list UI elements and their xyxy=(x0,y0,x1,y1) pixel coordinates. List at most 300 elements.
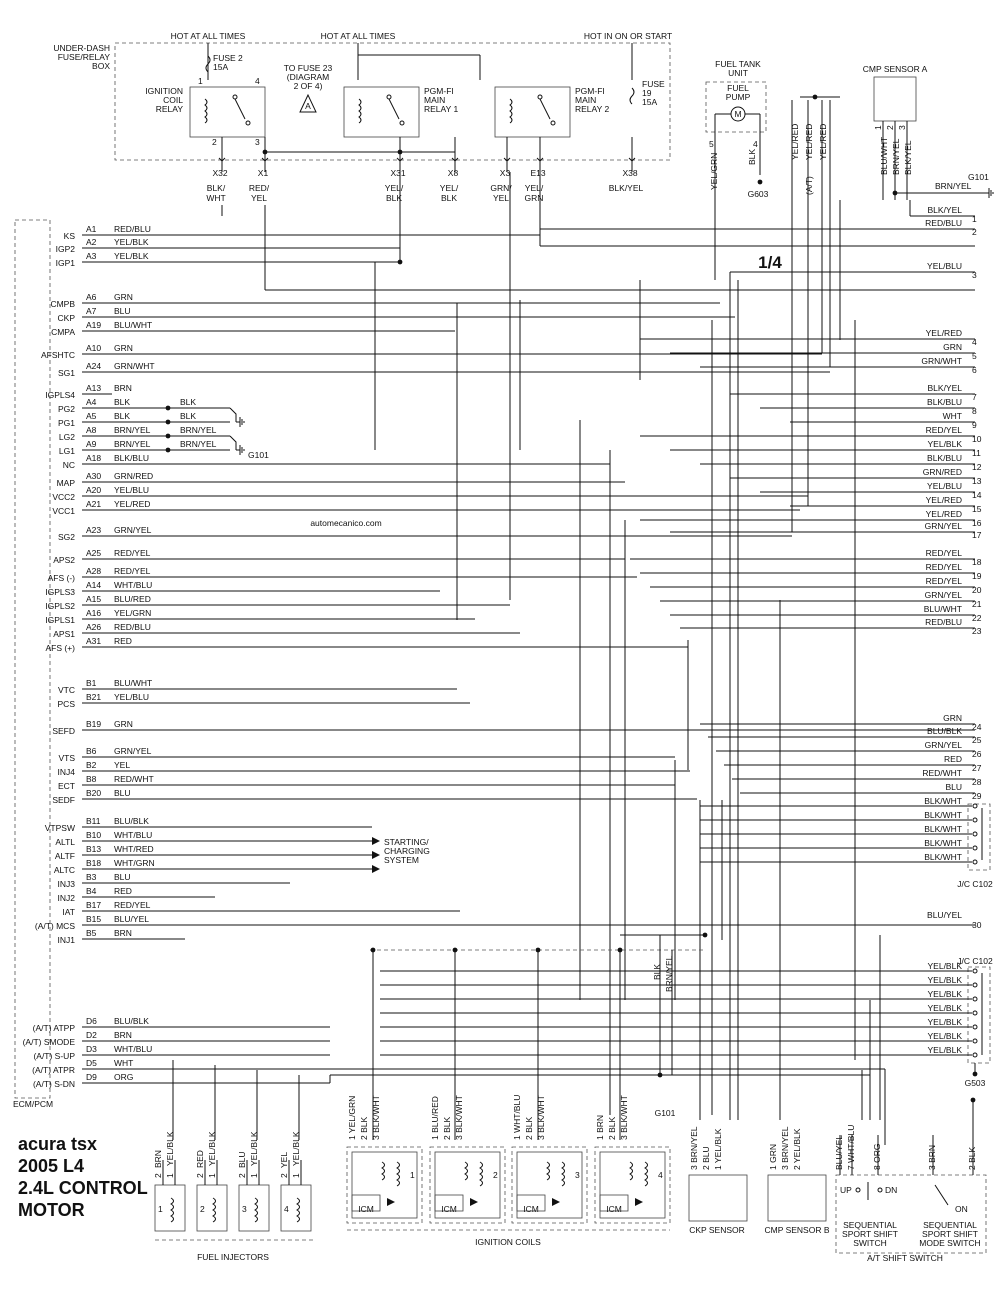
connector-wire-color: BLK/YEL xyxy=(608,183,644,193)
fuel-tank-label: UNIT xyxy=(728,68,748,78)
pgm-fi-main-relay-2-terminal-a xyxy=(538,95,542,99)
output-number: 24 xyxy=(972,722,982,732)
ecm-wire-color: BLU/BLK xyxy=(114,816,149,826)
ecm-pin-name: ALTL xyxy=(55,837,75,847)
ecm-pin-id: A14 xyxy=(86,580,102,590)
to-fuse23-label: TO FUSE 23 xyxy=(283,63,333,73)
ecm-pin-id: B4 xyxy=(86,886,97,896)
arrow-head xyxy=(372,837,380,845)
ecm-wire-color: BRN/YEL xyxy=(114,425,151,435)
ecm-pin-id: B3 xyxy=(86,872,97,882)
ecm-pin-id: D6 xyxy=(86,1016,97,1026)
jc-wire-color: BLK/WHT xyxy=(924,796,962,806)
output-wire-color: BLK/BLU xyxy=(927,453,962,463)
ecm-pin-name: PG1 xyxy=(57,418,75,428)
output-number: 2 xyxy=(972,227,977,237)
fuse2-amp: 15A xyxy=(213,62,229,72)
yelred-label: YEL/RED xyxy=(818,123,828,160)
ecm-pin-id: A10 xyxy=(86,343,102,353)
output-wire-color: GRN xyxy=(943,342,962,352)
output-wire-color: YEL/BLK xyxy=(927,439,962,449)
ecm-pin-name: VCC1 xyxy=(52,506,75,516)
ecm-pin-name: (A/T) ATPP xyxy=(32,1023,75,1033)
ecm-pin-name: CKP xyxy=(57,313,75,323)
pgm-fi-main-relay-1-terminal-a xyxy=(387,95,391,99)
coil-wire: 1 WHT/BLU xyxy=(512,1094,522,1140)
splice-dot xyxy=(658,1073,663,1078)
ecm-pin-name: PG2 xyxy=(57,404,75,414)
coil-primary xyxy=(547,1162,550,1180)
ground-label: G503 xyxy=(964,1078,986,1088)
ecm-pin-name: INJ4 xyxy=(57,767,75,777)
output-number: 13 xyxy=(972,476,982,486)
coil-secondary xyxy=(480,1162,483,1186)
coil-wire: 3 BLK/WHT xyxy=(454,1095,464,1140)
connector-wire-color: YEL xyxy=(492,193,510,203)
output-number: 30 xyxy=(972,920,982,930)
ckp-wire: 3 BRN/YEL xyxy=(689,1126,699,1170)
mode-switch-arm xyxy=(935,1185,948,1205)
jc-wire-color: YEL/BLK xyxy=(927,1003,962,1013)
injector-coil xyxy=(213,1198,216,1222)
watermark: automecanico.com xyxy=(310,518,382,528)
output-wire-color: YEL/RED xyxy=(925,509,962,519)
seq-mode-label: MODE SWITCH xyxy=(919,1238,981,1248)
jc-wire-color: YEL/BLK xyxy=(927,989,962,999)
pump-wire-color: BLK xyxy=(747,148,757,165)
at-switch-label: A/T SHIFT SWITCH xyxy=(867,1253,943,1263)
hot-label-3: HOT IN ON OR START xyxy=(583,31,673,41)
cmp-sensor-a-box xyxy=(874,77,916,121)
pgm-fi-main-relay-2-coil xyxy=(510,99,512,123)
output-number: 29 xyxy=(972,791,982,801)
connector-wire-color: RED/ xyxy=(248,183,270,193)
output-number: 6 xyxy=(972,365,977,375)
splice-dot xyxy=(971,1098,976,1103)
cmp-a-wire: BLK/YEL xyxy=(903,140,913,175)
ecm-wire-color: YEL/GRN xyxy=(114,608,152,618)
motor-letter: M xyxy=(734,109,742,119)
fuse19-label: 15A xyxy=(642,97,658,107)
ecm-wire-color: WHT/BLU xyxy=(114,830,153,840)
coil-wire: 3 BLK/WHT xyxy=(371,1095,381,1140)
jc-terminal xyxy=(973,997,977,1001)
ecm-pin-name: (A/T) S-DN xyxy=(32,1079,75,1089)
jc-terminal xyxy=(973,818,977,822)
coil-wire: 3 BLK/WHT xyxy=(536,1095,546,1140)
fuel-tank-label: FUEL TANK xyxy=(715,59,761,69)
fuse19-symbol xyxy=(630,88,634,104)
ecm-pin-id: B6 xyxy=(86,746,97,756)
output-wire-color: GRN/YEL xyxy=(924,521,962,531)
ecm-pin-name: MAP xyxy=(56,478,75,488)
connector-wire-color: YEL xyxy=(250,193,268,203)
fuse19-label: 19 xyxy=(642,88,652,98)
injector-pin: 1 xyxy=(207,1173,217,1178)
output-number: 28 xyxy=(972,777,982,787)
injector-pin: 2 xyxy=(279,1173,289,1178)
yelred-label: YEL/RED xyxy=(790,123,800,160)
connector-wire-color: BLK xyxy=(385,193,403,203)
ground-label: G603 xyxy=(747,189,769,199)
jc-wire-color: YEL/BLK xyxy=(927,1017,962,1027)
at-wire: 7 WHT/BLU xyxy=(846,1124,856,1170)
injector-wire: YEL/BLK xyxy=(207,1131,217,1166)
ecm-pin-name: LG2 xyxy=(58,432,75,442)
injector-pin: 2 xyxy=(237,1173,247,1178)
at-wire: BLU/YEL xyxy=(834,1135,844,1170)
ecm-pin-id: B18 xyxy=(86,858,102,868)
ecm-wire-color: GRN/RED xyxy=(114,471,154,481)
output-number: 4 xyxy=(972,337,977,347)
splice-dot xyxy=(703,933,708,938)
ecm-pin-name: APS2 xyxy=(53,555,75,565)
main-relay2-label: PGM-FI xyxy=(575,86,605,96)
coil-primary xyxy=(465,1162,468,1180)
ecm-pin-id: B17 xyxy=(86,900,102,910)
jc-wire-color: BLK/WHT xyxy=(924,852,962,862)
switch-contact xyxy=(856,1188,860,1192)
output-number: 19 xyxy=(972,571,982,581)
ecm-wire-color: BRN xyxy=(114,383,132,393)
ecm-pin-name: VTC xyxy=(58,685,75,695)
ecm-pin-name: AFS (-) xyxy=(47,573,75,583)
at-dn: DN xyxy=(885,1185,898,1195)
pgm-fi-main-relay-1-terminal-b xyxy=(400,121,404,125)
ecm-wire-color: BLK xyxy=(114,397,131,407)
ckp-sensor-box xyxy=(689,1175,747,1221)
icm-label: ICM xyxy=(606,1204,622,1214)
output-number: 9 xyxy=(972,420,977,430)
ecm-pin-id: A28 xyxy=(86,566,102,576)
coil-wire: 2 BLK xyxy=(524,1116,534,1140)
ecm-pin-name: VTS xyxy=(58,753,75,763)
ecm-wire-color: YEL/BLK xyxy=(114,237,149,247)
ecm-pin-name: AFSHTC xyxy=(41,350,75,360)
pgm-fi-main-relay-2-box xyxy=(495,87,570,137)
output-wire-color: RED/BLU xyxy=(925,617,962,627)
connector-wire-color: YEL/ xyxy=(384,183,404,193)
ecm-pin-name: VTPSW xyxy=(44,823,75,833)
ground-merge xyxy=(230,436,236,450)
icm-diode xyxy=(552,1198,560,1206)
ecm-wire-color: WHT/BLU xyxy=(114,580,153,590)
output-wire-color: GRN/WHT xyxy=(921,356,962,366)
ecm-wire-color: ORG xyxy=(114,1072,134,1082)
ecm-pin-id: B10 xyxy=(86,830,102,840)
coil-primary xyxy=(382,1162,385,1180)
output-number: 27 xyxy=(972,763,982,773)
jc-terminal xyxy=(973,1039,977,1043)
output-wire-color: YEL/RED xyxy=(925,495,962,505)
ecm-pin-id: D3 xyxy=(86,1044,97,1054)
cmp-a-wire: BRN/YEL xyxy=(891,138,901,175)
ecm-pin-id: A24 xyxy=(86,361,102,371)
ecm-pin-name: (A/T) S-UP xyxy=(33,1051,75,1061)
output-wire-color: BLU/YEL xyxy=(927,910,962,920)
ecm-wire-color: GRN xyxy=(114,719,133,729)
ecm-wire-color: BRN xyxy=(114,1030,132,1040)
ecm-wire-color: BLU/RED xyxy=(114,594,151,604)
coils-label: IGNITION COILS xyxy=(475,1237,541,1247)
ecm-pin-name: IGP1 xyxy=(55,258,75,268)
fuel-pump-label: FUEL xyxy=(727,83,749,93)
ecm-wire-color: WHT/GRN xyxy=(114,858,155,868)
pgm-fi-main-relay-1-contact xyxy=(389,99,399,119)
ecm-pin-name: (A/T) MCS xyxy=(34,921,75,931)
output-wire-color: RED xyxy=(944,754,962,764)
jc-terminal xyxy=(973,1011,977,1015)
ecm-pin-name: SEFD xyxy=(52,726,75,736)
at-on: ON xyxy=(955,1204,968,1214)
output-wire-color: GRN xyxy=(943,713,962,723)
ecm-pin-id: A23 xyxy=(86,525,102,535)
ckp-wire: 1 YEL/BLK xyxy=(713,1128,723,1170)
ecm-pin-name: IGP2 xyxy=(55,244,75,254)
connector-wire-color: YEL/ xyxy=(439,183,459,193)
cmp-b-wire: 1 GRN xyxy=(768,1144,778,1170)
ecm-pin-id: B11 xyxy=(86,816,101,826)
injector-pin: 2 xyxy=(195,1173,205,1178)
icm-label: ICM xyxy=(358,1204,374,1214)
ecm-pin-id: B15 xyxy=(86,914,102,924)
jc-wire-color: BLK/WHT xyxy=(924,838,962,848)
coil-primary xyxy=(630,1162,633,1180)
icm-label: ICM xyxy=(523,1204,539,1214)
output-number: 12 xyxy=(972,462,982,472)
ecm-wire-color: BLU/WHT xyxy=(114,678,153,688)
ecm-pin-name: INJ2 xyxy=(57,893,75,903)
output-wire-color: YEL/BLU xyxy=(927,261,962,271)
footer-title: 2.4L CONTROL xyxy=(18,1178,148,1198)
output-number: 15 xyxy=(972,504,982,514)
relay-pin: 1 xyxy=(198,76,203,86)
output-wire-color: GRN/RED xyxy=(922,467,962,477)
injector-coil xyxy=(255,1198,258,1222)
pump-pin: 4 xyxy=(753,139,758,149)
injector-wire: BLU xyxy=(237,1151,247,1168)
injectors-label: FUEL INJECTORS xyxy=(197,1252,269,1262)
ground-label: G101 xyxy=(654,1108,676,1118)
footer-title: acura tsx xyxy=(18,1134,98,1154)
ecm-wire-color: RED/BLU xyxy=(114,622,151,632)
injector-wire: YEL/BLK xyxy=(291,1131,301,1166)
ecm-pin-id: B19 xyxy=(86,719,102,729)
jc-wire-color: BLK/WHT xyxy=(924,824,962,834)
ground-label: G101 xyxy=(968,172,989,182)
yelred-label: YEL/RED xyxy=(804,123,814,160)
ecm-pin-name: IGPLS4 xyxy=(45,390,75,400)
ecm-pin-id: A16 xyxy=(86,608,102,618)
ecm-wire-color: YEL/BLU xyxy=(114,692,149,702)
jc102-upper-box xyxy=(968,804,990,870)
fuse-box-label: FUSE/RELAY xyxy=(57,52,110,62)
cmp-a-pin: 1 xyxy=(873,125,883,130)
at-wire: 3 BRN xyxy=(927,1144,937,1170)
injector-coil xyxy=(297,1198,300,1222)
main-relay1-label: PGM-FI xyxy=(424,86,454,96)
ckp-wire: 2 BLU xyxy=(701,1146,711,1170)
ecm-wire-color: WHT/RED xyxy=(114,844,154,854)
ecm-pin-name: IAT xyxy=(62,907,75,917)
ecm-pin-name: LG1 xyxy=(58,446,75,456)
cmp-sensor-a-label: CMP SENSOR A xyxy=(862,64,928,74)
output-number: 14 xyxy=(972,490,982,500)
ecm-pin-id: A25 xyxy=(86,548,102,558)
injector-wire: YEL/BLK xyxy=(249,1131,259,1166)
injector-wire: YEL/BLK xyxy=(165,1131,175,1166)
starting-charging-label: CHARGING xyxy=(384,846,430,856)
ecm-wire-color: RED xyxy=(114,886,132,896)
coil-number: 1 xyxy=(410,1170,415,1180)
at-up: UP xyxy=(840,1185,852,1195)
seq-mode-label: SEQUENTIAL xyxy=(923,1220,977,1230)
ignition-coil-relay-terminal-b xyxy=(246,121,250,125)
injector-wire: BRN xyxy=(153,1150,163,1168)
ecm-pin-name: ALTC xyxy=(53,865,75,875)
injector-wire: YEL xyxy=(279,1151,289,1168)
ecm-pin-id: A26 xyxy=(86,622,102,632)
jc-wire-color: BLK/WHT xyxy=(924,810,962,820)
switch-contact xyxy=(878,1188,882,1192)
output-wire-color: BLK/YEL xyxy=(927,205,962,215)
ecm-wire-color: WHT/BLU xyxy=(114,1044,153,1054)
coil-number: 3 xyxy=(575,1170,580,1180)
ecm-wire-color: RED/BLU xyxy=(114,224,151,234)
ecm-wire-color: BLU/WHT xyxy=(114,320,153,330)
seq-sport-label: SEQUENTIAL xyxy=(843,1220,897,1230)
ignition-coil-relay-terminal-a xyxy=(233,95,237,99)
ecm-wire-color: WHT xyxy=(114,1058,134,1068)
main-relay1-label: MAIN xyxy=(424,95,446,105)
ignition-relay-label: IGNITION xyxy=(145,86,183,96)
ecm-pin-name: IGPLS2 xyxy=(45,601,75,611)
ecm-pin-name: (A/T) SMODE xyxy=(22,1037,75,1047)
ecm-pin-id: A4 xyxy=(86,397,97,407)
ground-jumper-wire: BRN/YEL xyxy=(180,425,217,435)
ecm-wire-color: GRN xyxy=(114,343,133,353)
output-number: 3 xyxy=(972,270,977,280)
ecm-pin-name: INJ3 xyxy=(57,879,75,889)
arrow-head xyxy=(372,851,380,859)
coil-wire: 2 BLK xyxy=(442,1116,452,1140)
injector-wire: RED xyxy=(195,1150,205,1168)
output-wire-color: WHT xyxy=(942,411,962,421)
starting-charging-label: STARTING/ xyxy=(384,837,429,847)
splice-dot xyxy=(973,1072,978,1077)
ecm-pin-id: D9 xyxy=(86,1072,97,1082)
connector-id: X32 xyxy=(212,168,228,178)
connector-id: X3 xyxy=(499,168,511,178)
wire-color: BLK xyxy=(652,963,662,980)
ecm-wire-color: BLK/BLU xyxy=(114,453,149,463)
ecm-pin-id: B5 xyxy=(86,928,97,938)
output-number: 26 xyxy=(972,749,982,759)
jc-label: J/C C102 xyxy=(957,956,993,966)
output-number: 11 xyxy=(972,448,981,458)
ecm-pin-id: A20 xyxy=(86,485,102,495)
jc-terminal xyxy=(973,804,977,808)
output-number: 8 xyxy=(972,406,977,416)
ecm-pin-id: B13 xyxy=(86,844,102,854)
ecm-wire-color: BLU/YEL xyxy=(114,914,149,924)
connector-wire-color: WHT xyxy=(206,193,226,203)
injector-pin: 2 xyxy=(153,1173,163,1178)
ecm-pin-id: A1 xyxy=(86,224,97,234)
output-number: 1 xyxy=(972,214,977,224)
ecm-wire-color: GRN/YEL xyxy=(114,525,152,535)
splice-dot xyxy=(758,180,763,185)
jc-label: J/C C102 xyxy=(957,879,993,889)
ecm-wire-color: GRN/WHT xyxy=(114,361,155,371)
output-wire-color: BLU/WHT xyxy=(923,604,962,614)
fuse19-label: FUSE xyxy=(642,79,665,89)
ecm-wire-color: YEL/BLK xyxy=(114,251,149,261)
ecm-label: ECM/PCM xyxy=(13,1099,54,1109)
at-note: (A/T) xyxy=(804,176,814,195)
ecm-pin-name: INJ1 xyxy=(57,935,75,945)
ecm-pin-id: B21 xyxy=(86,692,102,702)
connector-wire-color: GRN xyxy=(524,193,544,203)
output-wire-color: BLK/YEL xyxy=(927,383,962,393)
output-number: 5 xyxy=(972,351,977,361)
coil-secondary xyxy=(397,1162,400,1186)
hot-label-1: HOT AT ALL TIMES xyxy=(170,31,246,41)
coil-secondary xyxy=(562,1162,565,1186)
ecm-wire-color: BRN/YEL xyxy=(114,439,151,449)
ecm-wire-color: BLU/BLK xyxy=(114,1016,149,1026)
footer-title: MOTOR xyxy=(18,1200,85,1220)
cmp-a-wire: BLU/WHT xyxy=(879,136,889,175)
ecm-pin-name: PCS xyxy=(57,699,75,709)
output-wire-color: BLK/BLU xyxy=(927,397,962,407)
ecm-wire-color: BLU xyxy=(114,788,131,798)
connector-id: X38 xyxy=(622,168,638,178)
connector-id: X1 xyxy=(257,168,269,178)
jc-wire-color: YEL/BLK xyxy=(927,1045,962,1055)
output-wire-color: RED/YEL xyxy=(925,562,962,572)
main-relay2-label: RELAY 2 xyxy=(575,104,610,114)
output-number: 21 xyxy=(972,599,982,609)
output-number: 16 xyxy=(972,518,982,528)
ground-merge xyxy=(230,408,236,422)
output-wire-color: GRN/YEL xyxy=(924,740,962,750)
ecm-pin-id: A13 xyxy=(86,383,102,393)
cmp-b-label: CMP SENSOR B xyxy=(764,1225,830,1235)
ecm-pin-id: A31 xyxy=(86,636,102,646)
ground-jumper-wire: BLK xyxy=(180,397,197,407)
ecm-pin-id: A21 xyxy=(86,499,102,509)
ecm-wire-color: BLU xyxy=(114,872,131,882)
ecm-pin-name: (A/T) ATPR xyxy=(32,1065,75,1075)
injector-coil xyxy=(171,1198,174,1222)
pgm-fi-main-relay-1-box xyxy=(344,87,419,137)
jc-wire-color: YEL/BLK xyxy=(927,1031,962,1041)
connector-wire-color: BLK/ xyxy=(206,183,226,193)
icm-diode xyxy=(387,1198,395,1206)
ecm-wire-color: YEL/BLU xyxy=(114,485,149,495)
ecm-wire-color: BLK xyxy=(114,411,131,421)
ecm-wire-color: YEL xyxy=(114,760,131,770)
ecm-pin-name: ECT xyxy=(58,781,75,791)
ecm-pin-id: A6 xyxy=(86,292,97,302)
output-wire-color: RED/BLU xyxy=(925,218,962,228)
fuse-box-label: BOX xyxy=(92,61,110,71)
connector-wire-color: BLK xyxy=(440,193,458,203)
ecm-pin-name: APS1 xyxy=(53,629,75,639)
output-number: 23 xyxy=(972,626,982,636)
cmp-sensor-b-box xyxy=(768,1175,826,1221)
